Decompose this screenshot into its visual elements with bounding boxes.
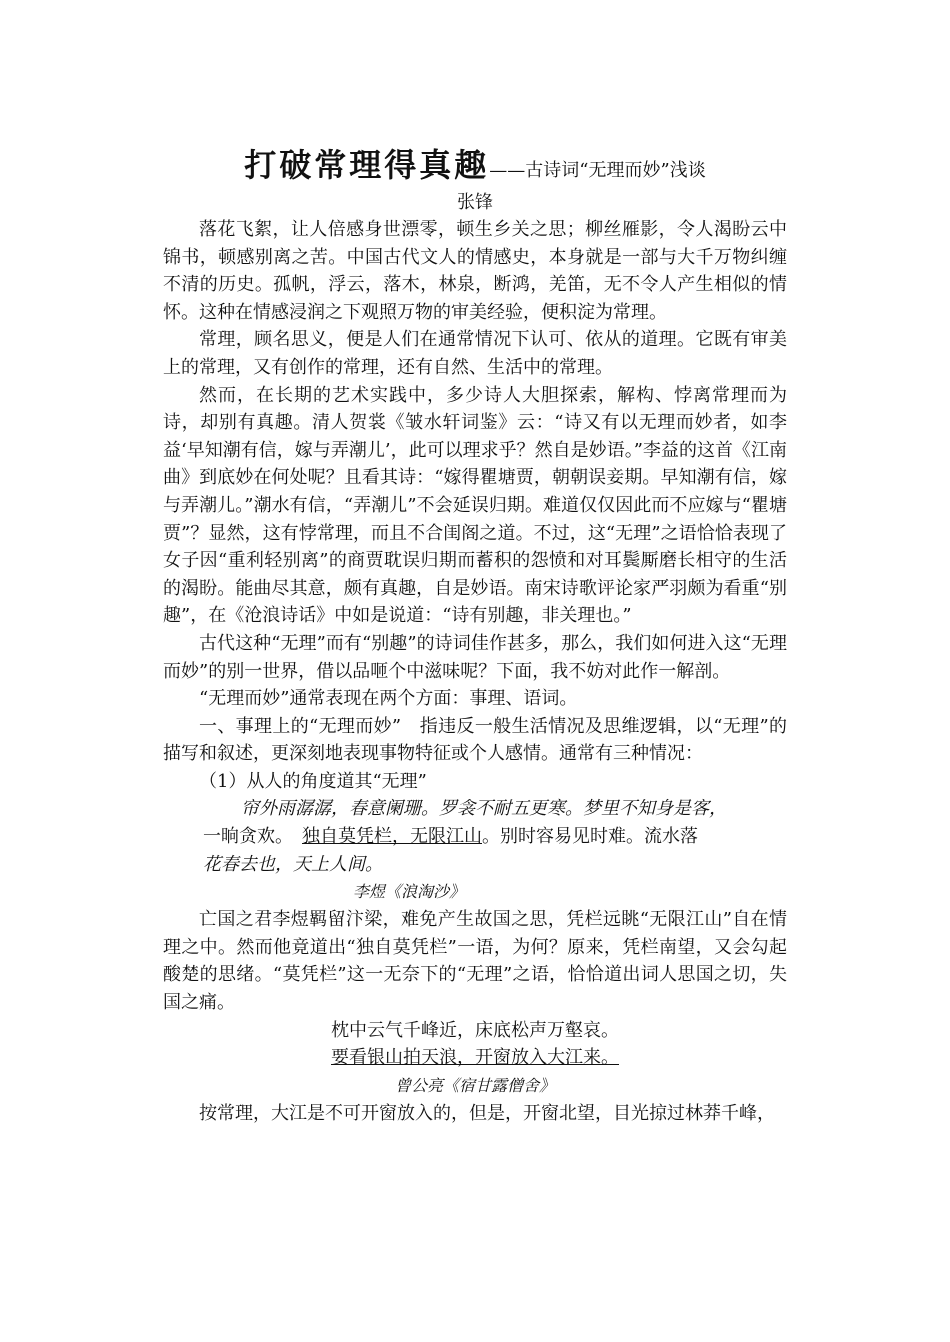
poem1-attribution: 李煜《浪淘沙》 (353, 882, 466, 902)
poem1-line2-underlined: 独自莫凭栏，无限江山 (302, 826, 482, 848)
paragraph-5: “无理而妙”通常表现在两个方面：事理、语词。 (199, 688, 578, 710)
document-page (163, 140, 787, 1127)
paragraph-4: 古代这种“无理”而有“别趣”的诗词佳作甚多，那么，我们如何进入这“无理而妙”的别一世界，借以品咂个中滋味呢？下面，我不妨对此作一解剖。 (163, 632, 787, 682)
paragraph-7: （1）从人的角度道其“无理” (199, 770, 427, 792)
poem1-line2-b: 。别时容易见时难。流水落 (482, 826, 698, 848)
poem1-line1: 帘外雨潺潺，春意阑珊。罗衾不耐五更寒。梦里不知身是客， (241, 798, 727, 820)
author: 张锋 (457, 192, 493, 213)
poem2-attribution: 曾公亮《宿甘露僧舍》 (394, 1075, 555, 1095)
poem2-line1: 枕中云气千峰近，床底松声万壑哀。 (331, 1019, 619, 1041)
title (163, 140, 787, 190)
paragraph-1: 落花飞絮，让人倍感身世漂零，顿生乡关之思；柳丝雁影，令人渴盼云中锦书，顿感别离之苦。中国古代文人的情感史，本身就是一部与大千万物纠缠不清的历史。孤帆，浮云，落木，林泉，断鸿，羌笛，无不令人产生相似的情怀。这种在情感浸润之下观照万物的审美经验，便积淀为常理。 (163, 219, 787, 323)
title-main: 打破常理得真趣 (244, 146, 490, 184)
paragraph-2: 常理，顾名思义，便是人们在通常情况下认可、依从的道理。它既有审美上的常理，又有创作的常理，还有自然、生活中的常理。 (163, 329, 787, 378)
poem1-line2 (163, 823, 787, 851)
poem1-line3: 花春去也，天上人间。 (203, 853, 383, 875)
paragraph-9: 按常理，大江是不可开窗放入的，但是，开窗北望，目光掠过林莽千峰， (199, 1102, 775, 1124)
paragraph-3: 然而，在长期的艺术实践中，多少诗人大胆探索，解构、悖离常理而为诗，却别有真趣。清人贺裳《皱水轩词鉴》云：“诗又有以无理而妙者，如李益‘早知潮有信，嫁与弄潮儿’，此可以理求乎？然自是妙语。”李益的这首《江南曲》到底妙在何处呢？且看其诗：“嫁得瞿塘贾，朝朝误妾期。早知潮有信，嫁与弄潮儿。”潮水有信，“弄潮儿”不会延误归期。难道仅仅因此而不应嫁与“瞿塘贾”？显然，这有悖常理，而且不合闺阁之道。不过，这“无理”之语恰恰表现了女子因“重利轻别离”的商贾耽误归期而蓄积的怨愤和对耳鬓厮磨长相守的生活的渴盼。能曲尽其意，颇有真趣，自是妙语。南宋诗歌评论家严羽颇为看重“别趣”，在《沧浪诗话》中如是说道：“诗有别趣，非关理也。” (163, 384, 787, 627)
paragraph-8: 亡国之君李煜羁留汴梁，难免产生故国之思，凭栏远眺“无限江山”自在情理之中。然而他竟道出“独自莫凭栏”一语，为何？原来，凭栏南望，又会勾起酸楚的思绪。“莫凭栏”这一无奈下的“无理”之语，恰恰道出词人思国之切，失国之痛。 (163, 909, 787, 1014)
title-subtitle: ——古诗词“无理而妙”浅谈 (489, 160, 706, 181)
poem1-line2-a: 一晌贪欢。 (203, 826, 302, 848)
poem2-line2: 要看银山拍天浪，开窗放入大江来。 (331, 1047, 619, 1069)
paragraph-6: 一、事理上的“无理而妙” 指违反一般生活情况及思维逻辑，以“无理”的描写和叙述，更深刻地表现事物特征或个人感情。通常有三种情况： (163, 715, 787, 765)
